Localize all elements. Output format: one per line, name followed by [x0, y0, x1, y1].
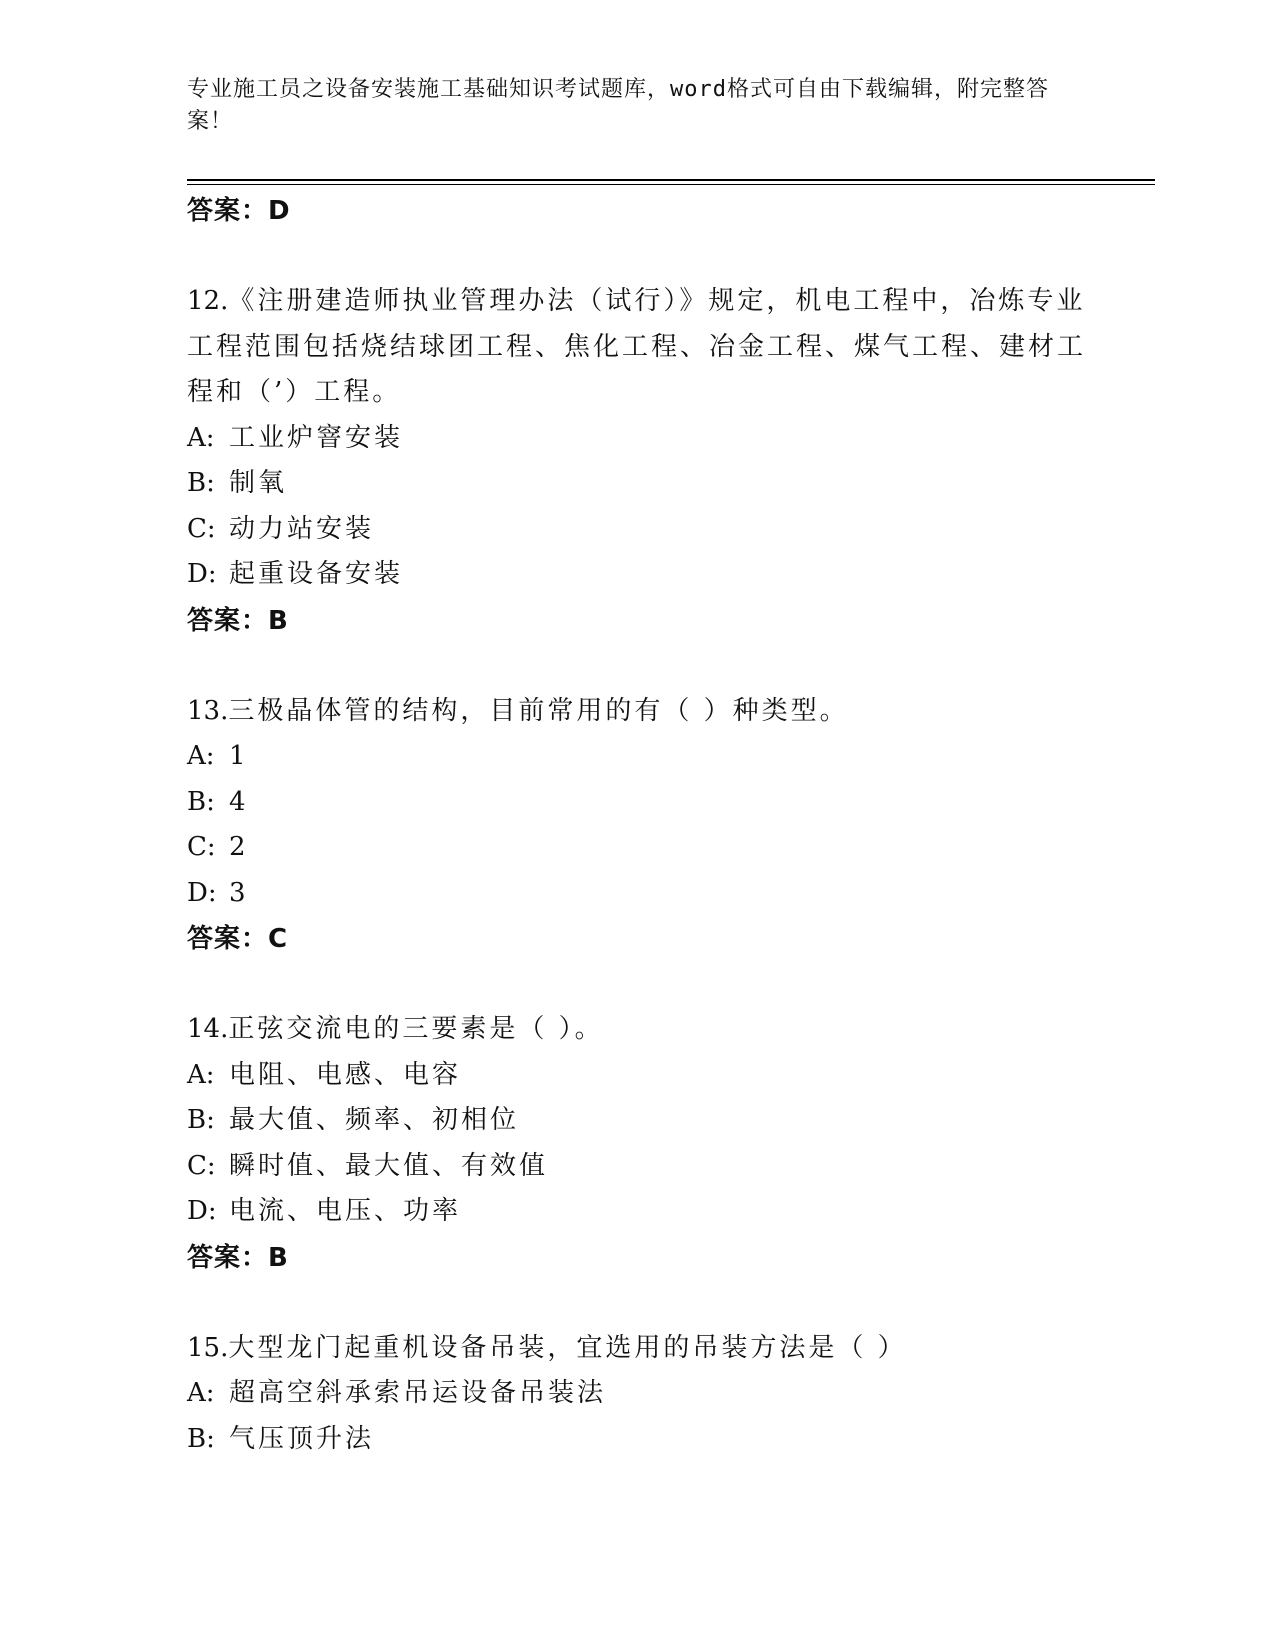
option-letter: C:: [187, 832, 216, 862]
question-stem: [187, 689, 1087, 735]
option-letter: D:: [187, 1196, 217, 1226]
question-text: 正弦交流电的三要素是（ ）。: [228, 1014, 604, 1044]
option-d: [187, 1189, 1087, 1235]
header-rule-thin: [187, 184, 1155, 185]
option-letter: C:: [187, 513, 216, 544]
option-letter: B:: [187, 1423, 215, 1454]
document-header: 专业施工员之设备安装施工基础知识考试题库，word格式可自由下载编辑，附完整答案！: [187, 77, 1049, 134]
option-b: [187, 780, 1087, 826]
question-number: 15.: [187, 1332, 229, 1363]
option-a: [187, 1053, 1087, 1099]
option-text: 起重设备安装: [229, 559, 404, 589]
question-12: [187, 279, 1087, 644]
option-text: 电阻、电感、电容: [229, 1059, 462, 1090]
option-text: 瞬时值、最大值、有效值: [229, 1150, 549, 1181]
option-text: 2: [229, 832, 249, 862]
question-text: 大型龙门起重机设备吊装，宜选用的吊装方法是（ ）: [228, 1332, 907, 1363]
option-c: [187, 1144, 1087, 1190]
question-text: 三极晶体管的结构，目前常用的有（ ）种类型。: [228, 695, 849, 726]
question-15: [187, 1326, 1087, 1463]
option-a: [187, 416, 1087, 462]
option-c: [187, 507, 1087, 553]
answer: 答案：C: [187, 924, 289, 954]
option-d: [187, 552, 1087, 598]
option-letter: A:: [187, 741, 215, 771]
option-text: 超高空斜承索吊运设备吊装法: [229, 1378, 607, 1408]
question-text: 《注册建造师执业管理办法（试行）》规定，机电工程中，冶炼专业工程范围包括烧结球团工程、焦化工程、冶金工程、煤气工程、建材工程和（’）工程。: [187, 286, 1087, 407]
option-a: [187, 1371, 1087, 1417]
option-text: 1: [229, 741, 249, 771]
question-list: [187, 188, 1087, 1462]
question-stem: [187, 279, 1087, 416]
option-a: [187, 734, 1087, 780]
option-text: 4: [229, 786, 249, 817]
option-letter: B:: [187, 1105, 215, 1135]
option-b: [187, 461, 1087, 507]
option-d: [187, 871, 1087, 917]
option-letter: B:: [187, 786, 215, 817]
question-number: 14.: [187, 1014, 229, 1044]
option-letter: B:: [187, 468, 215, 498]
option-b: [187, 1098, 1087, 1144]
option-text: 动力站安装: [229, 513, 375, 544]
option-letter: A:: [187, 1378, 215, 1408]
previous-answer: 答案：D: [187, 196, 291, 226]
question-14: [187, 1007, 1087, 1281]
question-number: 12.: [187, 286, 229, 316]
option-letter: D:: [187, 877, 217, 908]
option-letter: A:: [187, 1059, 215, 1090]
option-letter: C:: [187, 1150, 216, 1181]
option-text: 气压顶升法: [229, 1423, 375, 1454]
option-text: 3: [229, 877, 249, 908]
option-text: 电流、电压、功率: [229, 1196, 462, 1226]
option-b: [187, 1417, 1087, 1463]
question-stem: [187, 1007, 1087, 1053]
question-number: 13.: [187, 695, 229, 726]
option-text: 工业炉窨安装: [229, 422, 404, 453]
option-text: 最大值、频率、初相位: [229, 1105, 520, 1135]
question-13: [187, 689, 1087, 963]
question-stem: [187, 1326, 1087, 1372]
option-text: 制氧: [229, 468, 288, 498]
answer: 答案：B: [187, 605, 289, 636]
option-letter: A:: [187, 422, 215, 453]
option-c: [187, 825, 1087, 871]
answer: 答案：B: [187, 1242, 289, 1273]
option-letter: D:: [187, 559, 217, 589]
header-rule-thick: [187, 179, 1155, 181]
